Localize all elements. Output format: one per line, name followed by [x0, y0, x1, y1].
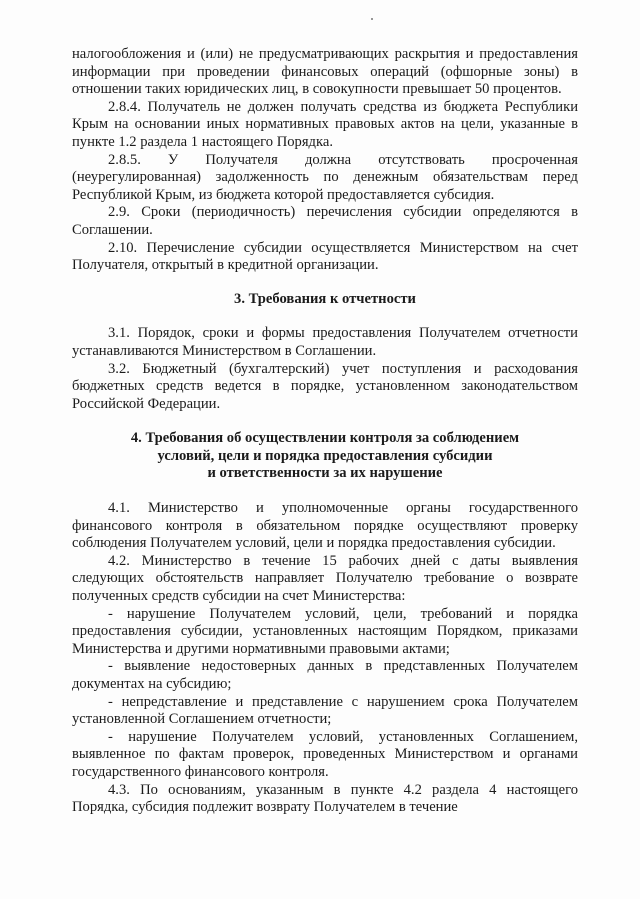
- section-4-heading-line-3: и ответственности за их нарушение: [207, 465, 443, 482]
- scan-speck: [371, 18, 373, 20]
- section-4-heading-line-2: условий, цели и порядка предоставления субсидии: [157, 447, 493, 464]
- section-4-heading-line-1: 4. Требования об осуществлении контроля за соблюдением: [130, 430, 520, 447]
- paragraph-3-2: 3.2. Бюджетный (бухгалтерский) учет поступления и расходования бюджетных средств ведется в порядке, установленном законодательством Российской Федерации.: [72, 360, 578, 412]
- section-4-heading: [72, 430, 578, 483]
- document-body: [72, 46, 578, 817]
- paragraph-2-10: 2.10. Перечисление субсидии осуществляется Министерством на счет Получателя, открытый в кредитной организации.: [72, 239, 578, 274]
- paragraph-3-1: 3.1. Порядок, сроки и формы предоставления Получателем отчетности устанавливаются Министерством в Соглашении.: [72, 325, 578, 359]
- paragraph-2-9: 2.9. Сроки (периодичность) перечисления субсидии определяются в Соглашении.: [72, 204, 578, 238]
- paragraph-2-8-5: 2.8.5. У Получателя должна отсутствовать просроченная (неурегулированная) задолженность по денежным обязательствам перед Республикой Крым, из бюджета которой предоставляется субсидия.: [72, 151, 578, 203]
- paragraph-continuation: налогообложения и (или) не предусматривающих раскрытия и предоставления информации при проведении финансовых операций (офшорные зоны) в отношении таких юридических лиц, в совокупности превышает 50 процентов.: [72, 46, 578, 98]
- list-item-reporting-failure: - непредставление и представление с нарушением срока Получателем установленной Соглашением отчетности;: [72, 693, 578, 728]
- paragraph-2-8-4: 2.8.4. Получатель не должен получать средства из бюджета Республики Крым на основании иных нормативных правовых актов на цели, указанные в пункте 1.2 раздела 1 настоящего Порядка.: [72, 98, 578, 150]
- paragraph-4-2: 4.2. Министерство в течение 15 рабочих дней с даты выявления следующих обстоятельств направляет Получателю требование о возврате полученных средств субсидии на счет Министерства:: [72, 552, 578, 605]
- paragraph-4-3: 4.3. По основаниям, указанным в пункте 4.2 раздела 4 настоящего Порядка, субсидия подлежит возврату Получателем в течение: [72, 781, 578, 816]
- section-3-heading: 3. Требования к отчетности: [234, 290, 416, 307]
- list-item-violation-conditions: - нарушение Получателем условий, цели, требований и порядка предоставления субсидии, установленных настоящим Порядком, приказами Министерства и другими нормативными правовыми актами;: [72, 605, 578, 657]
- paragraph-4-1: 4.1. Министерство и уполномоченные органы государственного финансового контроля в обязательном порядке осуществляют проверку соблюдения Получателем условий, цели и порядка предоставления субсидии.: [72, 500, 578, 552]
- list-item-false-data: - выявление недостоверных данных в представленных Получателем документах на субсидию;: [72, 658, 578, 692]
- list-item-audit-violation: - нарушение Получателем условий, установленных Соглашением, выявленное по фактам проверок, проведенных Министерством и органами государственного финансового контроля.: [72, 728, 578, 780]
